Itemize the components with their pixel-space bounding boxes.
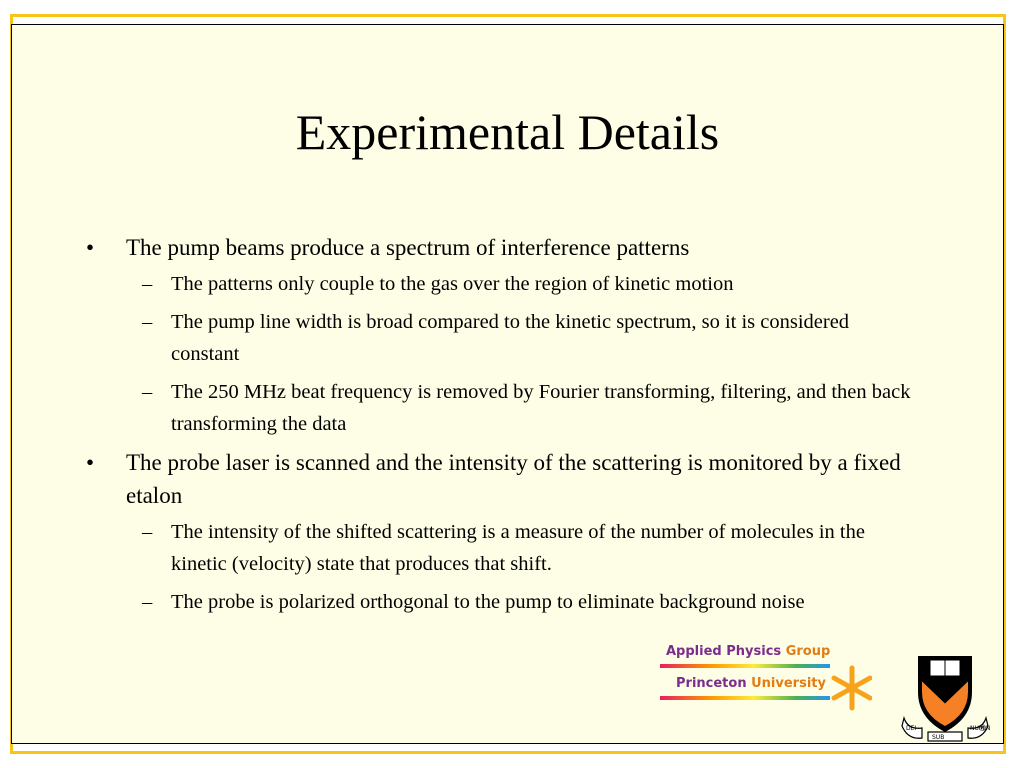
svg-text:DEI: DEI [906,725,917,732]
sub-bullet-text: The probe is polarized orthogonal to the pump to eliminate background noise [171,591,805,613]
sub-bullet-mark: – [142,273,153,295]
slide-title: Experimental Details [295,104,720,160]
sub-bullet-text: The 250 MHz beat frequency is removed by Fourier transforming, filtering, and then back transforming the data [171,381,911,435]
sub-bullet-mark: – [142,381,153,403]
apg-subtitle: Princeton University [676,676,826,691]
sub-bullet-mark: – [142,591,153,613]
sub-bullet-mark: – [142,521,153,543]
applied-physics-group-logo [652,640,872,715]
asterisk-icon [834,668,870,708]
sub-bullet-item [82,516,922,580]
sub-bullet-mark: – [142,311,153,333]
slide-content [82,231,922,624]
sub-bullet-text: The intensity of the shifted scattering is a measure of the number of molecules in the kinetic (velocity) state that produces that shift. [171,521,865,575]
rainbow-bar-top [660,664,830,668]
bullet-mark: • [86,450,95,475]
sub-bullet-text: The pump line width is broad compared to the kinetic spectrum, so it is considered constant [171,311,850,365]
slide [11,24,1004,744]
bullet-item [82,446,922,512]
apg-title: Applied Physics Group [666,644,831,659]
bullet-item [82,231,922,264]
princeton-crest-logo [900,648,990,744]
bullet-text: The probe laser is scanned and the intensity of the scattering is monitored by a fixed etalon [126,450,901,508]
rainbow-bar-bottom [660,696,830,700]
sub-bullet-text: The patterns only couple to the gas over the region of kinetic motion [171,273,734,295]
sub-bullet-item [82,586,922,618]
bullet-mark: • [86,235,95,260]
shield-icon [900,648,990,744]
sub-bullet-item [82,306,922,370]
registered-mark: ® [978,724,987,734]
sub-bullet-item [82,268,922,300]
svg-text:NUMINE: NUMIN [970,725,990,732]
svg-text:SUB: SUB [932,734,945,741]
sub-bullet-item [82,376,922,440]
bullet-text: The pump beams produce a spectrum of interference patterns [126,235,690,260]
